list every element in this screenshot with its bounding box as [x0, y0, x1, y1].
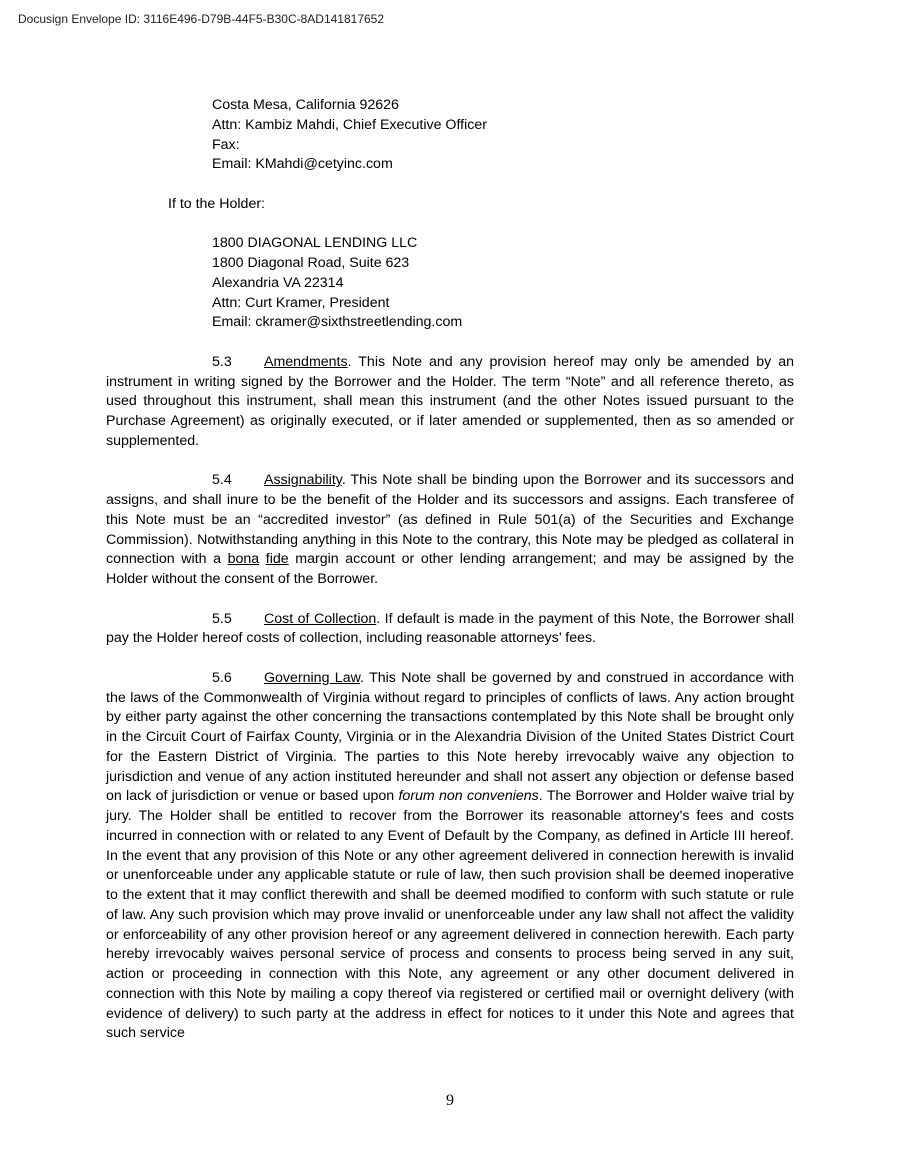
section-title: Assignability	[264, 472, 342, 489]
address-line: Attn: Curt Kramer, President	[212, 294, 390, 311]
address-line: Alexandria VA 22314	[212, 274, 344, 291]
docusign-envelope-id: Docusign Envelope ID: 3116E496-D79B-44F5-B30C-8AD141817652	[18, 12, 385, 26]
section-text: . This Note shall be binding upon the Borrower and its successors and assigns, and shall inure to be the benefit of the Holder and its successors and assigns. Each transferee of this Note must be an “accredited investor” (as defined in Rule 501(a) of the Securities and Exchange Commission). Notwithstanding anything in this Note to the contrary, this Note may be pledged as collateral in connection with a	[106, 472, 794, 568]
page-number: 9	[446, 1092, 454, 1109]
section-title: Cost of Collection	[264, 610, 377, 627]
section-number: 5.4	[212, 472, 232, 489]
address-line: 1800 Diagonal Road, Suite 623	[212, 255, 410, 271]
section-5-4-assignability	[106, 471, 794, 590]
section-title: Amendments	[264, 353, 348, 370]
section-number: 5.3	[212, 353, 232, 370]
address-line: Email: ckramer@sixthstreetlending.com	[212, 314, 463, 331]
section-5-5-cost-of-collection	[106, 610, 794, 650]
section-number: 5.5	[212, 610, 232, 627]
address-line: Attn: Kambiz Mahdi, Chief Executive Officer	[212, 116, 487, 133]
section-text: . If default is made in the payment of this Note, the Borrower shall pay the Holder hereof costs of collection, including reasonable attorneys’ fees.	[106, 610, 794, 647]
section-5-6-governing-law	[106, 669, 794, 1044]
underlined-term: bona	[227, 551, 260, 568]
section-5-3-amendments	[106, 353, 794, 452]
underlined-term: fide	[265, 551, 289, 568]
holder-label: If to the Holder:	[168, 195, 265, 212]
address-line: Email: KMahdi@cetyinc.com	[212, 156, 393, 173]
section-title: Governing Law	[264, 669, 361, 686]
section-text: . The Borrower and Holder waive trial by jury. The Holder shall be entitled to recover from the Borrower its reasonable attorney's fees and costs incurred in connection with or related to any Event of Default by the Company, as defined in Article III hereof. In the event that any provision of this Note or any other agreement delivered in connection herewith is invalid or unenforceable under any applicable statute or rule of law, then such provision shall be deemed inoperative to the extent that it may conflict therewith and shall be deemed modified to conform with such statute or rule of law. Any such provision which may prove invalid or unenforceable under any law shall not affect the validity or enforceability of any other provision hereof or any agreement delivered in connection herewith. Each party hereby irrevocably waives personal service of process and consents to process being served in any suit, action or proceeding in connection with this Note, any agreement or any other document delivered in connection with this Note by mailing a copy thereof via registered or certified mail or overnight delivery (with evidence of delivery) to such party at the address in effect for notices to it under this Note and agrees that such service	[106, 788, 794, 1042]
holder-address-block	[212, 234, 794, 333]
address-line: 1800 DIAGONAL LENDING LLC	[212, 235, 418, 252]
section-text: margin account or other lending arrangement; and may be assigned by the Holder without the consent of the Borrower.	[106, 551, 794, 587]
document-body	[106, 96, 794, 1044]
borrower-address-block	[212, 96, 794, 175]
address-line: Fax:	[212, 136, 240, 153]
section-text: . This Note shall be governed by and construed in accordance with the laws of the Commonwealth of Virginia without regard to principles of conflicts of laws. Any action brought by either party against the other concerning the transactions contemplated by this Note shall be brought only in the Circuit Court of Fairfax County, Virginia or in the Alexandria Division of the United States District Court for the Eastern District of Virginia. The parties to this Note hereby irrevocably waive any objection to jurisdiction and venue of any action instituted hereunder and shall not assert any objection or defense based on lack of jurisdiction or venue or based upon	[106, 669, 794, 805]
section-text: . This Note and any provision hereof may only be amended by an instrument in writing signed by the Borrower and the Holder. The term “Note” and all reference thereto, as used throughout this instrument, shall mean this instrument (and the other Notes issued pursuant to the Purchase Agreement) as originally executed, or if later amended or supplemented, then as so amended or supplemented.	[106, 353, 794, 449]
italic-term: forum non conveniens	[398, 788, 539, 805]
address-line: Costa Mesa, California 92626	[212, 97, 399, 113]
section-number: 5.6	[212, 669, 232, 686]
